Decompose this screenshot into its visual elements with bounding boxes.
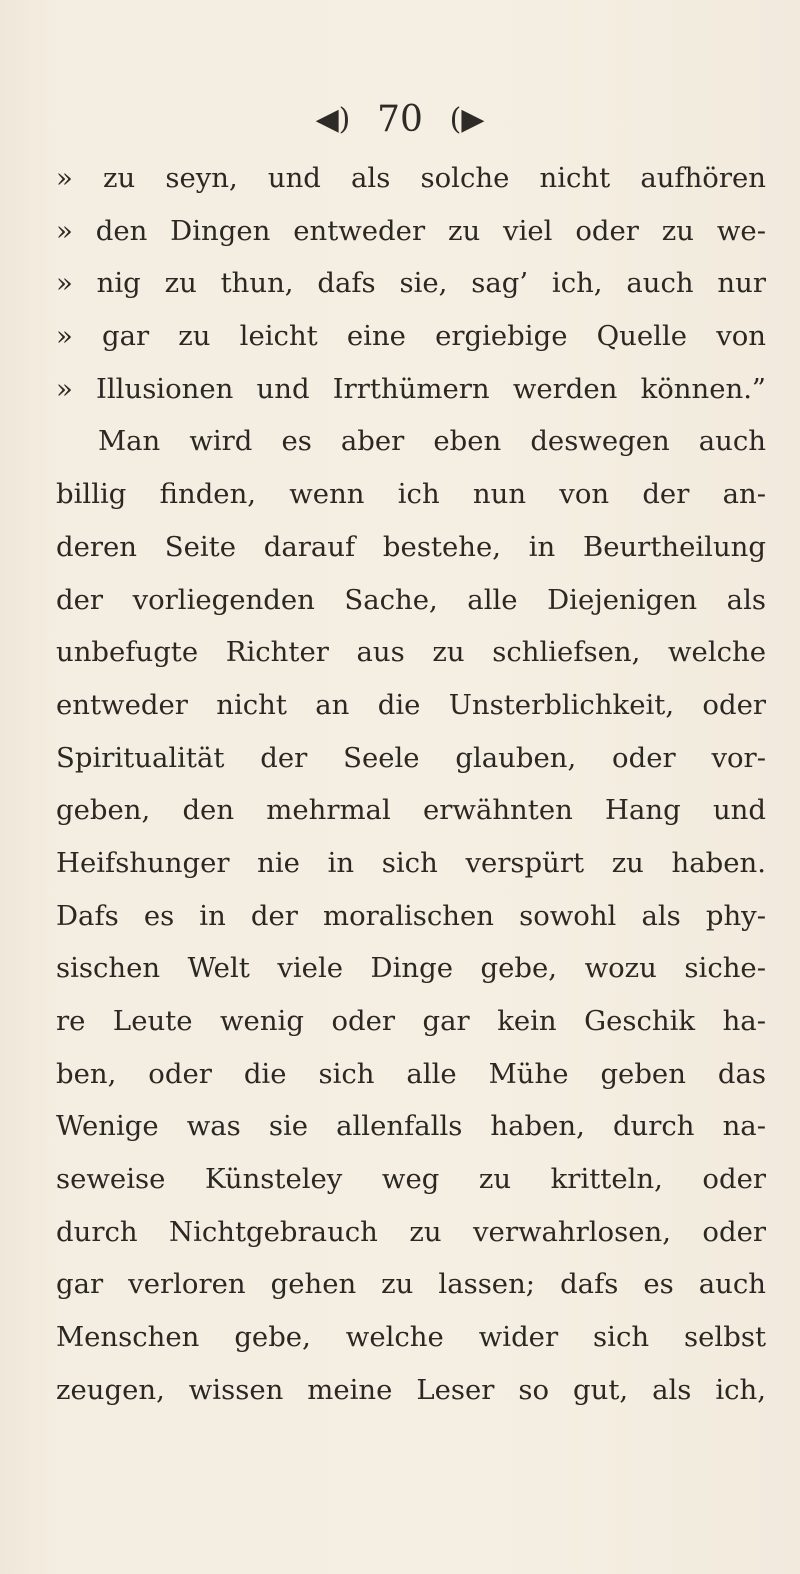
text-line: geben, den mehrmal erwähnten Hang und xyxy=(56,794,766,827)
text-line: deren Seite darauf bestehe, in Beurtheilung xyxy=(56,530,766,563)
text-line: Spiritualität der Seele glauben, oder vor- xyxy=(56,741,766,774)
text-line: gar verloren gehen zu lassen; dafs es auch xyxy=(56,1268,766,1301)
text-line: der vorliegenden Sache, alle Diejenigen als xyxy=(56,583,766,616)
text-line: » Illusionen und Irrthümern werden können.” xyxy=(56,372,766,405)
text-line: durch Nichtgebrauch zu verwahrlosen, oder xyxy=(56,1215,766,1248)
text-line: billig finden, wenn ich nun von der an- xyxy=(56,478,766,511)
text-line: » gar zu leicht eine ergiebige Quelle von xyxy=(56,320,766,353)
text-line: Heifshunger nie in sich verspürt zu haben. xyxy=(56,846,766,879)
text-line: zeugen, wissen meine Leser so gut, als ich, xyxy=(56,1373,766,1406)
text-line: entweder nicht an die Unsterblichkeit, oder xyxy=(56,688,766,721)
text-line: Dafs es in der moralischen sowohl als phy- xyxy=(56,899,766,932)
text-line: re Leute wenig oder gar kein Geschik ha- xyxy=(56,1005,766,1037)
text-line: » zu seyn, und als solche nicht aufhören xyxy=(56,162,766,194)
text-line: ben, oder die sich alle Mühe geben das xyxy=(56,1057,766,1090)
page-header xyxy=(0,92,800,142)
paragraph-first-line: Man wird es aber eben deswegen auch xyxy=(98,425,766,458)
text-line: » nig zu thun, dafs sie, sag’ ich, auch nur xyxy=(56,267,766,300)
text-line: Menschen gebe, welche wider sich selbst xyxy=(56,1321,766,1354)
text-line: sischen Welt viele Dinge gebe, wozu siche- xyxy=(56,952,766,985)
right-ornament: (▶ xyxy=(449,102,485,137)
text-line: » den Dingen entweder zu viel oder zu we- xyxy=(56,214,766,247)
text-line: unbefugte Richter aus zu schliefsen, welche xyxy=(56,636,766,669)
page-number: 70 xyxy=(377,99,423,140)
text-line: Wenige was sie allenfalls haben, durch na- xyxy=(56,1110,766,1143)
text-line: seweise Künsteley weg zu kritteln, oder xyxy=(56,1163,766,1196)
left-ornament: ◀) xyxy=(315,102,351,137)
body-text xyxy=(56,152,766,1417)
